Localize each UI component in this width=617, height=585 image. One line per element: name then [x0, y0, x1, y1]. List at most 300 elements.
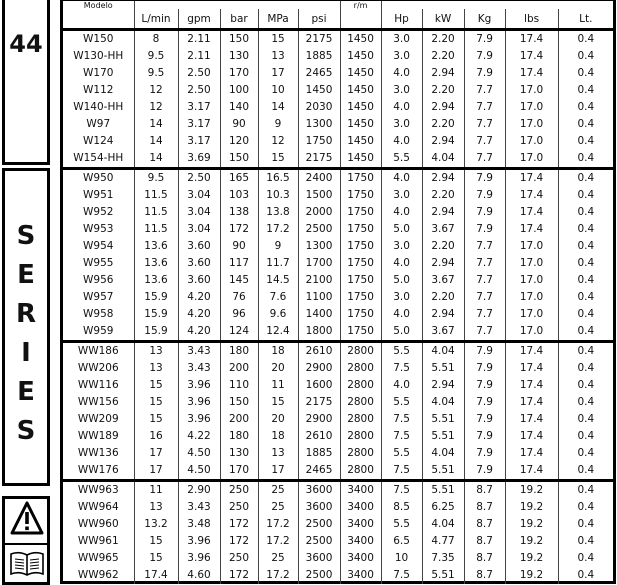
value-cell: 2175 [298, 150, 340, 169]
unit-header-cell: gpm [178, 9, 220, 30]
value-cell: 4.0 [381, 99, 422, 116]
value-cell: 8.7 [464, 533, 505, 550]
spec-table-frame [60, 0, 616, 584]
value-cell: 2.94 [422, 204, 464, 221]
value-cell: 14 [258, 99, 298, 116]
value-cell: 17.0 [505, 150, 558, 169]
model-cell: WW962 [77, 569, 119, 581]
value-cell: 17.0 [505, 238, 558, 255]
value-cell: 5.0 [381, 272, 422, 289]
value-cell: 6.25 [422, 499, 464, 516]
value-cell: 3.96 [178, 394, 220, 411]
value-cell: 0.4 [558, 428, 613, 445]
value-cell: 11.7 [258, 255, 298, 272]
value-cell: 7.9 [464, 169, 505, 188]
unit-header-cell: Hp [381, 9, 422, 30]
value-cell: 4.0 [381, 255, 422, 272]
value-cell: 3.0 [381, 116, 422, 133]
model-cell: W154-HH [73, 152, 124, 164]
table-row [63, 116, 613, 133]
value-cell: 0.4 [558, 567, 613, 584]
series-label-panel [2, 168, 50, 486]
value-cell: 10.3 [258, 187, 298, 204]
value-cell: 1300 [298, 116, 340, 133]
value-cell: 7.7 [464, 289, 505, 306]
value-cell: 10 [381, 550, 422, 567]
value-cell: 7.7 [464, 306, 505, 323]
value-cell: 2.11 [178, 48, 220, 65]
value-cell: 172 [220, 533, 258, 550]
value-cell: 1600 [298, 377, 340, 394]
value-cell: 0.4 [558, 255, 613, 272]
value-cell: 17.4 [505, 445, 558, 462]
table-row [63, 289, 613, 306]
value-cell: 7.9 [464, 187, 505, 204]
value-cell: 0.4 [558, 48, 613, 65]
value-cell: 13 [134, 342, 178, 361]
value-cell: 7.7 [464, 82, 505, 99]
value-cell: 0.4 [558, 133, 613, 150]
value-cell: 3.0 [381, 238, 422, 255]
value-cell: 3400 [340, 533, 381, 550]
table-row [63, 411, 613, 428]
value-cell: 2.94 [422, 133, 464, 150]
value-cell: 7.5 [381, 411, 422, 428]
value-cell: 3.43 [178, 499, 220, 516]
value-cell: 3400 [340, 567, 381, 584]
value-cell: 17.0 [505, 323, 558, 342]
value-cell: 2800 [340, 377, 381, 394]
value-cell: 1450 [298, 82, 340, 99]
model-cell: W954 [83, 240, 114, 252]
value-cell: 3.67 [422, 323, 464, 342]
value-cell: 7.5 [381, 481, 422, 500]
value-cell: 2.94 [422, 306, 464, 323]
value-cell: 7.7 [464, 272, 505, 289]
value-cell: 13 [134, 360, 178, 377]
value-cell: 1700 [298, 255, 340, 272]
value-cell: 2500 [298, 516, 340, 533]
value-cell: 2.20 [422, 48, 464, 65]
unit-header-cell: bar [220, 9, 258, 30]
value-cell: 1450 [340, 82, 381, 99]
value-cell: 3.96 [178, 411, 220, 428]
value-cell: 2465 [298, 65, 340, 82]
value-cell: 19.2 [505, 550, 558, 567]
value-cell: 3400 [340, 550, 381, 567]
value-cell: 3.69 [178, 150, 220, 169]
value-cell: 2.94 [422, 65, 464, 82]
value-cell: 165 [220, 169, 258, 188]
value-cell: 1400 [298, 306, 340, 323]
value-cell: 5.51 [422, 428, 464, 445]
value-cell: 25 [258, 481, 298, 500]
model-cell: WW964 [77, 501, 119, 513]
value-cell: 0.4 [558, 342, 613, 361]
value-cell: 11.5 [134, 204, 178, 221]
value-cell: 0.4 [558, 289, 613, 306]
table-row [63, 360, 613, 377]
value-cell: 3.43 [178, 342, 220, 361]
table-row [63, 342, 613, 361]
value-cell: 1885 [298, 445, 340, 462]
value-cell: 1750 [340, 306, 381, 323]
value-cell: 5.51 [422, 462, 464, 481]
value-cell: 4.04 [422, 516, 464, 533]
value-cell: 1750 [340, 204, 381, 221]
value-cell: 130 [220, 48, 258, 65]
unit-header-cell: lbs [505, 9, 558, 30]
value-cell: 15.9 [134, 289, 178, 306]
value-cell: 2.94 [422, 99, 464, 116]
value-cell: 12.4 [258, 323, 298, 342]
value-cell: 9.5 [134, 169, 178, 188]
value-cell: 0.4 [558, 65, 613, 82]
value-cell: 17.4 [505, 204, 558, 221]
value-cell: 5.5 [381, 394, 422, 411]
value-cell: 17.4 [134, 567, 178, 584]
value-cell: 2.20 [422, 30, 464, 49]
value-cell: 0.4 [558, 550, 613, 567]
value-cell: 4.0 [381, 377, 422, 394]
value-cell: 7.9 [464, 462, 505, 481]
value-cell: 7.7 [464, 116, 505, 133]
value-cell: 2175 [298, 394, 340, 411]
table-row [63, 99, 613, 116]
unit-header-cell [63, 9, 134, 30]
value-cell: 2000 [298, 204, 340, 221]
value-cell: 15 [258, 150, 298, 169]
table-row [63, 238, 613, 255]
table-row [63, 48, 613, 65]
value-cell: 3.60 [178, 255, 220, 272]
model-cell: WW965 [77, 552, 119, 564]
value-cell: 3.60 [178, 272, 220, 289]
value-cell: 1100 [298, 289, 340, 306]
value-cell: 14 [134, 133, 178, 150]
value-cell: 1750 [298, 133, 340, 150]
value-cell: 1750 [340, 323, 381, 342]
value-cell: 100 [220, 82, 258, 99]
value-cell: 130 [220, 445, 258, 462]
value-cell: 172 [220, 567, 258, 584]
value-cell: 2.94 [422, 255, 464, 272]
value-cell: 2800 [340, 462, 381, 481]
value-cell: 5.51 [422, 411, 464, 428]
value-cell: 18 [258, 428, 298, 445]
value-cell: 1750 [340, 187, 381, 204]
value-cell: 9 [258, 238, 298, 255]
model-cell: WW209 [77, 413, 119, 425]
model-cell: WW176 [77, 464, 119, 476]
value-cell: 3.04 [178, 221, 220, 238]
table-row [63, 150, 613, 169]
value-cell: 4.20 [178, 289, 220, 306]
value-cell: 90 [220, 238, 258, 255]
value-cell: 2800 [340, 411, 381, 428]
value-cell: 7.9 [464, 65, 505, 82]
value-cell: 11 [258, 377, 298, 394]
series-letter: E [17, 260, 35, 290]
value-cell: 14 [134, 150, 178, 169]
value-cell: 2500 [298, 221, 340, 238]
value-cell: 2800 [340, 394, 381, 411]
value-cell: 3.0 [381, 48, 422, 65]
value-cell: 13.8 [258, 204, 298, 221]
model-cell: W130-HH [73, 50, 124, 62]
model-cell: W952 [83, 206, 114, 218]
model-cell: W957 [83, 291, 114, 303]
table-row [63, 428, 613, 445]
value-cell: 2800 [340, 428, 381, 445]
value-cell: 19.2 [505, 481, 558, 500]
value-cell: 2800 [340, 360, 381, 377]
value-cell: 117 [220, 255, 258, 272]
unit-header-cell: psi [298, 9, 340, 30]
value-cell: 103 [220, 187, 258, 204]
value-cell: 2800 [340, 445, 381, 462]
value-cell: 9.6 [258, 306, 298, 323]
value-cell: 1450 [340, 65, 381, 82]
value-cell: 7.9 [464, 342, 505, 361]
value-cell: 2.20 [422, 238, 464, 255]
value-cell: 200 [220, 411, 258, 428]
value-cell: 15 [134, 394, 178, 411]
value-cell: 3.96 [178, 377, 220, 394]
value-cell: 15 [258, 30, 298, 49]
value-cell: 5.51 [422, 360, 464, 377]
value-cell: 4.20 [178, 323, 220, 342]
value-cell: 17.4 [505, 169, 558, 188]
table-row [63, 567, 613, 584]
value-cell: 2100 [298, 272, 340, 289]
value-cell: 20 [258, 411, 298, 428]
value-cell: 2.20 [422, 116, 464, 133]
table-row [63, 499, 613, 516]
model-cell: WW156 [77, 396, 119, 408]
value-cell: 7.7 [464, 133, 505, 150]
value-cell: 5.0 [381, 221, 422, 238]
value-cell: 0.4 [558, 306, 613, 323]
value-cell: 0.4 [558, 116, 613, 133]
value-cell: 124 [220, 323, 258, 342]
symbol-panel [2, 496, 50, 585]
value-cell: 145 [220, 272, 258, 289]
value-cell: 17.2 [258, 567, 298, 584]
value-cell: 12 [258, 133, 298, 150]
unit-header-row [63, 9, 613, 30]
value-cell: 0.4 [558, 221, 613, 238]
value-cell: 13 [258, 48, 298, 65]
value-cell: 17.4 [505, 65, 558, 82]
value-cell: 0.4 [558, 411, 613, 428]
value-cell: 3.96 [178, 550, 220, 567]
model-cell: WW206 [77, 362, 119, 374]
value-cell: 3600 [298, 499, 340, 516]
value-cell: 2900 [298, 411, 340, 428]
value-cell: 2610 [298, 428, 340, 445]
value-cell: 3400 [340, 499, 381, 516]
value-cell: 4.60 [178, 567, 220, 584]
value-cell: 150 [220, 150, 258, 169]
value-cell: 7.7 [464, 323, 505, 342]
value-cell: 11.5 [134, 187, 178, 204]
value-cell: 4.50 [178, 462, 220, 481]
value-cell: 17.4 [505, 411, 558, 428]
value-cell: 2.94 [422, 169, 464, 188]
value-cell: 7.9 [464, 445, 505, 462]
series-letter: R [15, 299, 37, 329]
model-cell: W140-HH [73, 101, 124, 113]
model-cell: W958 [83, 308, 114, 320]
unit-header-cell [340, 9, 381, 30]
value-cell: 17.4 [505, 428, 558, 445]
table-row [63, 187, 613, 204]
value-cell: 1450 [340, 150, 381, 169]
value-cell: 3.04 [178, 187, 220, 204]
value-cell: 15 [258, 394, 298, 411]
value-cell: 17.0 [505, 116, 558, 133]
value-cell: 4.0 [381, 65, 422, 82]
value-cell: 0.4 [558, 499, 613, 516]
value-cell: 3.0 [381, 289, 422, 306]
value-cell: 7.7 [464, 238, 505, 255]
value-cell: 3.43 [178, 360, 220, 377]
value-cell: 13.6 [134, 272, 178, 289]
value-cell: 17.4 [505, 360, 558, 377]
value-cell: 17.0 [505, 255, 558, 272]
value-cell: 150 [220, 394, 258, 411]
value-cell: 7.35 [422, 550, 464, 567]
series-letter: I [21, 338, 31, 368]
value-cell: 16.5 [258, 169, 298, 188]
value-cell: 0.4 [558, 187, 613, 204]
value-cell: 1885 [298, 48, 340, 65]
value-cell: 180 [220, 428, 258, 445]
value-cell: 17.2 [258, 516, 298, 533]
model-cell: WW136 [77, 447, 119, 459]
value-cell: 13 [258, 445, 298, 462]
value-cell: 138 [220, 204, 258, 221]
value-cell: 25 [258, 550, 298, 567]
value-cell: 15.9 [134, 306, 178, 323]
value-cell: 2.50 [178, 169, 220, 188]
value-cell: 4.77 [422, 533, 464, 550]
value-cell: 19.2 [505, 533, 558, 550]
value-cell: 17.0 [505, 99, 558, 116]
value-cell: 250 [220, 499, 258, 516]
value-cell: 0.4 [558, 481, 613, 500]
unit-header-cell: Kg [464, 9, 505, 30]
value-cell: 2030 [298, 99, 340, 116]
value-cell: 20 [258, 360, 298, 377]
value-cell: 4.20 [178, 306, 220, 323]
value-cell: 8 [134, 30, 178, 49]
value-cell: 2.11 [178, 30, 220, 49]
value-cell: 4.0 [381, 306, 422, 323]
value-cell: 0.4 [558, 462, 613, 481]
value-cell: 7.9 [464, 48, 505, 65]
value-cell: 0.4 [558, 150, 613, 169]
model-cell: WW189 [77, 430, 119, 442]
value-cell: 17.2 [258, 533, 298, 550]
value-cell: 2.20 [422, 187, 464, 204]
model-cell: W124 [83, 135, 114, 147]
value-cell: 2500 [298, 533, 340, 550]
value-cell: 17.0 [505, 82, 558, 99]
table-row [63, 272, 613, 289]
value-cell: 170 [220, 462, 258, 481]
value-cell: 5.5 [381, 516, 422, 533]
value-cell: 9.5 [134, 65, 178, 82]
value-cell: 13.2 [134, 516, 178, 533]
value-cell: 13.6 [134, 238, 178, 255]
table-row [63, 516, 613, 533]
model-cell: W97 [86, 118, 111, 130]
value-cell: 2175 [298, 30, 340, 49]
value-cell: 12 [134, 82, 178, 99]
value-cell: 1450 [340, 133, 381, 150]
value-cell: 7.5 [381, 462, 422, 481]
value-cell: 3400 [340, 481, 381, 500]
value-cell: 172 [220, 516, 258, 533]
value-cell: 7.7 [464, 150, 505, 169]
value-cell: 0.4 [558, 323, 613, 342]
value-cell: 1450 [340, 30, 381, 49]
value-cell: 7.9 [464, 411, 505, 428]
value-cell: 17 [258, 462, 298, 481]
series-number: 44 [9, 30, 43, 58]
value-cell: 19.2 [505, 499, 558, 516]
value-cell: 170 [220, 65, 258, 82]
value-cell: 2500 [298, 567, 340, 584]
value-cell: 96 [220, 306, 258, 323]
value-cell: 17 [134, 462, 178, 481]
value-cell: 12 [134, 99, 178, 116]
value-cell: 7.5 [381, 360, 422, 377]
value-cell: 7.9 [464, 360, 505, 377]
table-row [63, 462, 613, 481]
value-cell: 2465 [298, 462, 340, 481]
value-cell: 1800 [298, 323, 340, 342]
value-cell: 250 [220, 481, 258, 500]
model-cell: W170 [83, 67, 114, 79]
value-cell: 120 [220, 133, 258, 150]
series-letter: S [16, 221, 36, 251]
value-cell: 4.50 [178, 445, 220, 462]
unit-header-cell: Lt. [558, 9, 613, 30]
table-row [63, 82, 613, 99]
value-cell: 17.0 [505, 133, 558, 150]
table-row [63, 221, 613, 238]
value-cell: 1450 [340, 48, 381, 65]
value-cell: 3.48 [178, 516, 220, 533]
value-cell: 2.50 [178, 65, 220, 82]
value-cell: 8.7 [464, 550, 505, 567]
top-label-row [63, 1, 613, 9]
value-cell: 1450 [340, 99, 381, 116]
value-cell: 8.5 [381, 499, 422, 516]
value-cell: 2.20 [422, 289, 464, 306]
value-cell: 0.4 [558, 516, 613, 533]
value-cell: 1750 [340, 289, 381, 306]
value-cell: 4.0 [381, 204, 422, 221]
value-cell: 17.4 [505, 48, 558, 65]
value-cell: 150 [220, 30, 258, 49]
value-cell: 0.4 [558, 533, 613, 550]
value-cell: 15.9 [134, 323, 178, 342]
model-cell: W112 [83, 84, 114, 96]
